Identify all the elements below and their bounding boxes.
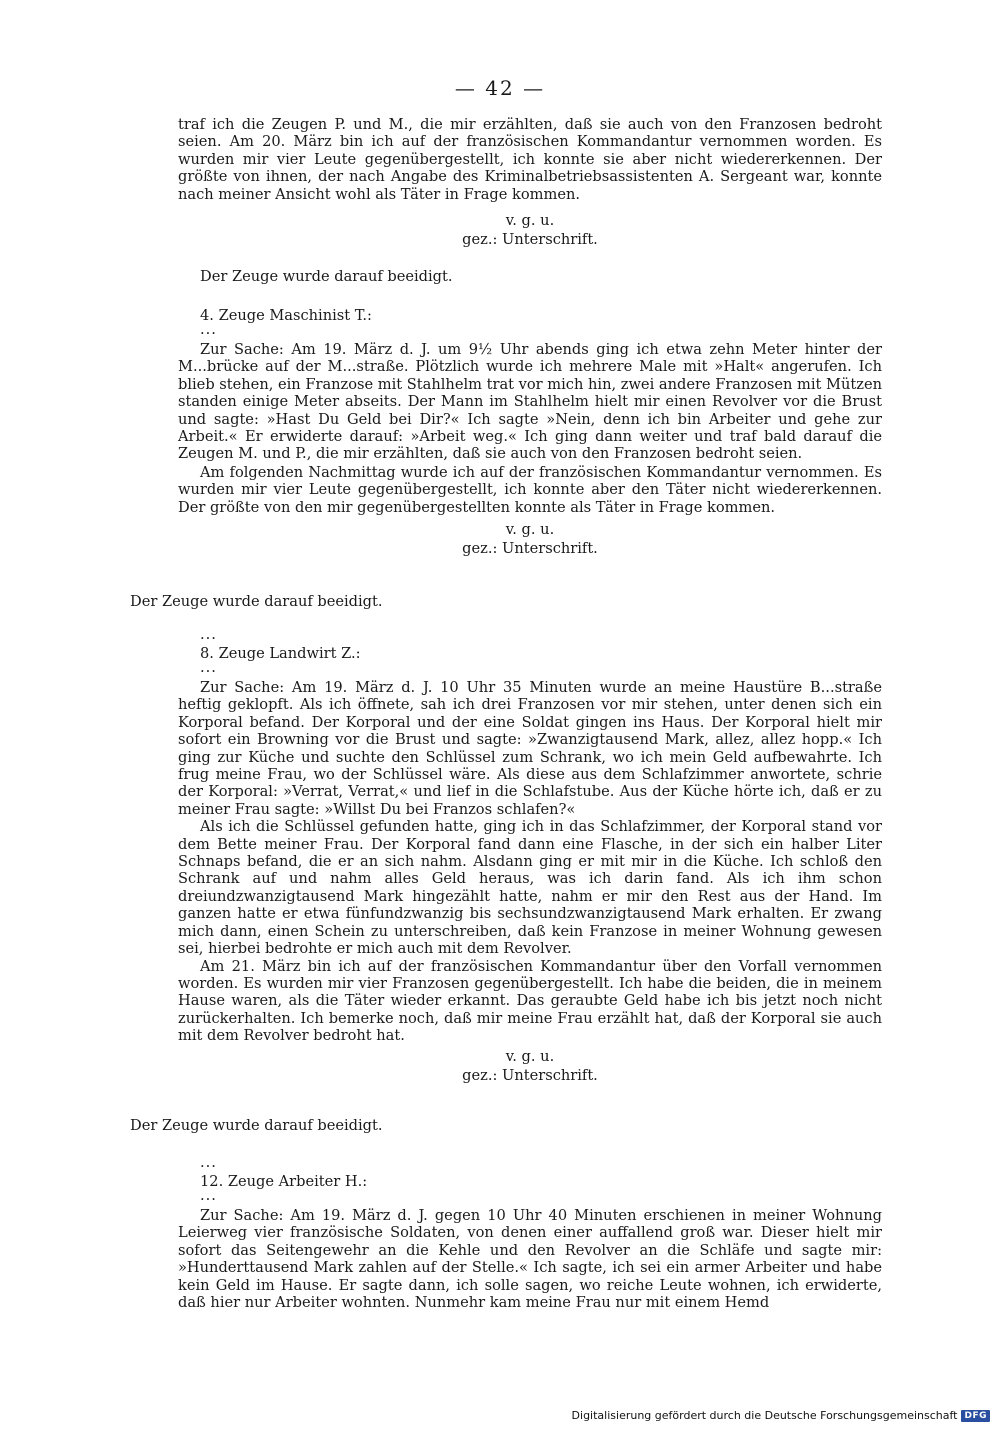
section-witness-4 [178, 306, 882, 558]
signature-line: gez.: Unterschrift. [462, 1066, 598, 1084]
paragraph: Als ich die Schlüssel gefunden hatte, ging ich in das Schlafzimmer, der Korporal stand vor dem Bette meiner Frau. Der Korporal fand dann eine Flasche, in der sich ein halber Liter Schnaps befand, die er an sich nahm. Alsdann ging er mit mir in die Küche. Ich schloß den Schrank auf und nahm alles Geld heraus, was ich darin fand. Als ich ihm schon dreiundzwanzigtausend Mark hingezählt hatte, nahm er mir den Rest aus der Hand. Im ganzen hatte er etwa fünfundzwanzig bis sechsundzwanzigtausend Mark erhalten. Er zwang mich dann, einen Schein zu unterschreiben, daß kein Franzose in meiner Wohnung gewesen sei, hierbei bedrohte er mich auch mit dem Revolver. [178, 818, 882, 958]
omission-mark: ... [200, 659, 217, 676]
oath-line: Der Zeuge wurde darauf beeidigt. [200, 268, 453, 286]
omission-mark: ... [200, 1154, 217, 1171]
page-number: — 42 — [454, 76, 546, 100]
paragraph: Zur Sache: Am 19. März d. J. 10 Uhr 35 Minuten wurde an meine Haustüre B...straße heftig geklopft. Als ich öffnete, sah ich drei Franzosen vor mir stehen, unter denen sich ein Korporal befand. Der Korporal und der eine Soldat gingen ins Haus. Der Korporal hielt mir sofort ein Browning vor die Brust und sagte: »Zwanzigtausend Mark, allez, allez hopp.« Ich ging zur Küche und suchte den Schlüssel zum Schrank, wo ich mein Geld aufbewahrte. Ich frug meine Frau, wo der Schlüssel wäre. Als diese aus dem Schlafzimmer anwortete, schrie der Korporal: »Verrat, Verrat,« und lief in die Schlafstube. Aus der Küche hörte ich, daß er zu meiner Frau sagte: »Willst Du bei Franzos schlafen?« [178, 679, 882, 818]
omission-mark: ... [200, 626, 217, 643]
vgu-line: v. g. u. [505, 521, 555, 539]
oath-line: Der Zeuge wurde darauf beeidigt. [130, 593, 383, 610]
section-witness-12 [178, 1154, 882, 1312]
vgu-line: v. g. u. [505, 212, 555, 230]
dfg-logo-icon: DFG [961, 1410, 990, 1422]
oath-line: Der Zeuge wurde darauf beeidigt. [130, 1117, 383, 1134]
paragraph: Am folgenden Nachmittag wurde ich auf der französischen Kommandantur vernommen. Es wurden mir vier Leute gegenübergestellt, ich konnte aber den Täter nicht wiedererkennen. Der größte von den mir gegenübergestellten konnte als Täter in Frage kommen. [178, 463, 882, 516]
paragraph: Zur Sache: Am 19. März d. J. gegen 10 Uhr 40 Minuten erschienen in meiner Wohnung Leierweg vier französische Soldaten, von denen einer auffallend groß war. Dieser hielt mir sofort das Seitengewehr an die Kehle und den Revolver an die Schläfe und sagte mir: »Hunderttausend Mark zahlen auf der Stelle.« Ich sagte, ich sei ein armer Arbeiter und habe kein Geld im Hause. Er sagte dann, ich solle sagen, wo reiche Leute wohnen, ich erwiderte, daß hier nur Arbeiter wohnten. Nunmehr kam meine Frau nur mit einem Hemd [178, 1207, 882, 1312]
signature-line: gez.: Unterschrift. [462, 540, 598, 558]
witness-heading: 12. Zeuge Arbeiter H.: [200, 1173, 368, 1190]
credit-text: Digitalisierung gefördert durch die Deutsche Forschungsgemeinschaft [571, 1409, 958, 1422]
section-witness-8 [178, 626, 882, 1085]
paragraph: Zur Sache: Am 19. März d. J. um 9½ Uhr abends ging ich etwa zehn Meter hinter der M...brücke auf der M...straße. Plötzlich wurde ich mehrere Male mit »Halt« angerufen. Ich blieb stehen, ein Franzose mit Stahlhelm trat vor mich hin, zwei andere Franzosen mit Mützen standen einige Meter abseits. Der Mann im Stahlhelm hielt mir einen Revolver vor die Brust und sagte: »Hast Du Geld bei Dir?« Ich sagte »Nein, denn ich bin Arbeiter und gehe zur Arbeit.« Er erwiderte darauf: »Arbeit weg.« Ich ging dann weiter und traf bald darauf die Zeugen M. und P., die mir erzählten, daß sie auch von den Franzosen bedroht seien. [178, 341, 882, 463]
paragraph: Am 21. März bin ich auf der französischen Kommandantur über den Vorfall vernommen worden. Es wurden mir vier Franzosen gegenübergestellt. Ich habe die beiden, die in meinem Hause waren, als die Täter wieder erkannt. Das geraubte Geld habe ich bis jetzt noch nicht zurückerhalten. Ich bemerke noch, daß mir meine Frau erzählt hat, daß der Korporal sie auch mit dem Revolver bedroht hat. [178, 957, 882, 1045]
witness-heading: 8. Zeuge Landwirt Z.: [200, 645, 361, 662]
omission-mark: ... [200, 1187, 217, 1204]
vgu-line: v. g. u. [505, 1047, 555, 1065]
omission-mark: ... [200, 321, 217, 338]
section-continuation [178, 116, 882, 286]
signature-line: gez.: Unterschrift. [462, 231, 598, 249]
witness-heading: 4. Zeuge Maschinist T.: [200, 307, 372, 324]
paragraph: traf ich die Zeugen P. und M., die mir erzählten, daß sie auch von den Franzosen bedroht seien. Am 20. März bin ich auf der französischen Kommandantur vernommen worden. Es wurden mir vier Leute gegenübergestellt, ich konnte sie aber nicht wiedererkennen. Der größte von ihnen, der nach Angabe des Kriminalbetriebsassistenten A. Sergeant war, konnte nach meiner Ansicht wohl als Täter in Frage kommen. [178, 116, 882, 203]
digitization-credit [572, 1409, 990, 1422]
